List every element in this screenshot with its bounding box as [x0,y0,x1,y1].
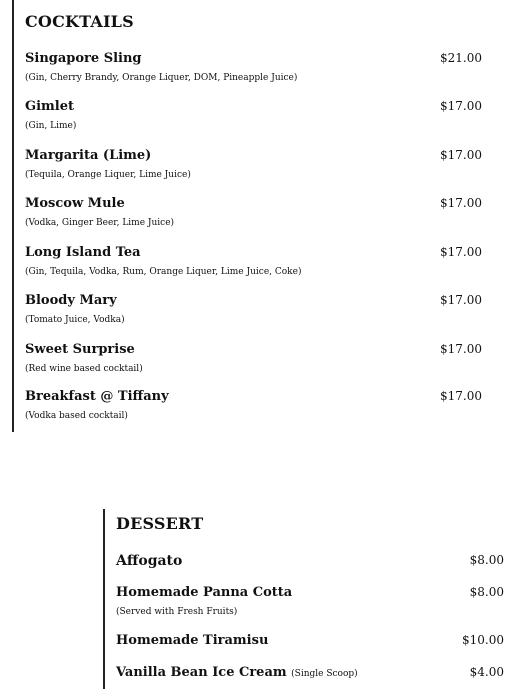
item-price: $21.00 [440,51,482,65]
item-description: (Red wine based cocktail) [25,364,143,374]
dessert-title: DESSERT [116,514,204,533]
item-name: Homemade Panna Cotta [116,585,293,600]
item-name: Affogato [116,553,183,569]
item-description: (Served with Fresh Fruits) [116,607,238,617]
item-name: Singapore Sling [25,51,142,66]
item-name: Bloody Mary [25,293,117,308]
item-price: $8.00 [469,553,504,567]
item-description: (Gin, Lime) [25,121,77,131]
item-description: (Tomato Juice, Vodka) [25,315,125,325]
item-price: $8.00 [469,585,504,599]
item-price: $17.00 [440,389,482,403]
item-price: $17.00 [440,196,482,210]
dessert-section [103,509,510,689]
item-name: Gimlet [25,99,75,114]
item-description: (Vodka, Ginger Beer, Lime Juice) [25,218,175,228]
item-description: (Vodka based cocktail) [25,411,128,421]
item-name-text: Vanilla Bean Ice Cream [116,665,287,680]
item-name: Sweet Surprise [25,342,135,357]
item-price: $17.00 [440,245,482,259]
item-name [116,665,358,680]
item-name: Moscow Mule [25,196,125,211]
cocktails-section [12,0,494,432]
item-price: $17.00 [440,99,482,113]
item-price: $17.00 [440,342,482,356]
item-name: Breakfast @ Tiffany [25,389,169,404]
item-price: $10.00 [462,633,504,647]
item-description: (Gin, Cherry Brandy, Orange Liquer, DOM, Pineapple Juice) [25,73,298,83]
item-description: (Tequila, Orange Liquer, Lime Juice) [25,170,191,180]
item-name: Homemade Tiramisu [116,633,269,648]
item-price: $4.00 [469,665,504,679]
cocktails-title: COCKTAILS [25,12,134,31]
item-price: $17.00 [440,148,482,162]
item-description: (Gin, Tequila, Vodka, Rum, Orange Liquer, Lime Juice, Coke) [25,267,302,277]
item-price: $17.00 [440,293,482,307]
item-note: (Single Scoop) [291,669,358,679]
item-name: Margarita (Lime) [25,148,152,163]
item-name: Long Island Tea [25,245,141,260]
